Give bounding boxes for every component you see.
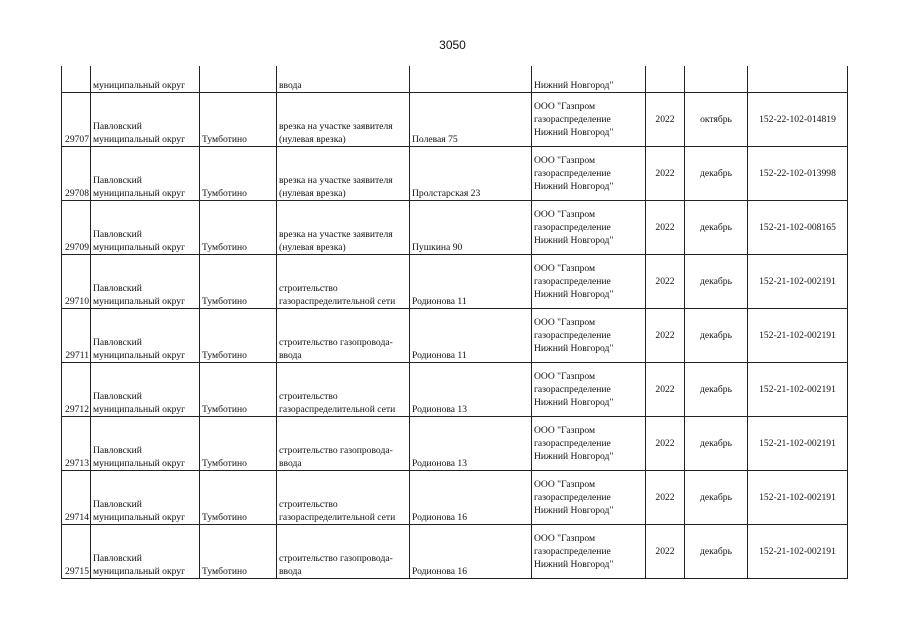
cell-district: [91, 417, 200, 471]
org-line: газораспределение: [534, 330, 611, 341]
org-line: газораспределение: [534, 168, 611, 179]
district-line: Павловский: [93, 121, 142, 132]
cell-year: 2022: [646, 201, 685, 255]
cell-code: 152-22-102-013998: [748, 147, 848, 201]
district-line: Павловский: [93, 337, 142, 348]
district-line: муниципальный округ: [93, 242, 186, 253]
work-line: строительство: [279, 499, 338, 510]
district-text: муниципальный округ: [93, 80, 186, 91]
work-line: газораспределительной сети: [279, 404, 396, 415]
org-line: ООО "Газпром: [534, 479, 596, 490]
cell-district: [91, 147, 200, 201]
org-line: Нижний Новгород": [534, 127, 614, 138]
org-line: Нижний Новгород": [534, 343, 614, 354]
table-row: [62, 309, 848, 363]
cell-address: Родионова 11: [410, 309, 532, 363]
table-row: [62, 525, 848, 579]
cell-code: 152-22-102-014819: [748, 93, 848, 147]
cell-org: [532, 201, 646, 255]
cell-locality: Тумботино: [200, 255, 277, 309]
org-line: Нижний Новгород": [534, 559, 614, 570]
cell-month: [685, 66, 748, 93]
cell-address: Пушкина 90: [410, 201, 532, 255]
cell-num: 29715: [62, 525, 91, 579]
cell-district: [91, 201, 200, 255]
cell-org: [532, 255, 646, 309]
cell-work: [277, 66, 410, 93]
district-line: муниципальный округ: [93, 188, 186, 199]
table-row: [62, 93, 848, 147]
cell-locality: Тумботино: [200, 93, 277, 147]
org-line: газораспределение: [534, 222, 611, 233]
cell-num: 29708: [62, 147, 91, 201]
org-line: газораспределение: [534, 276, 611, 287]
org-line: Нижний Новгород": [534, 235, 614, 246]
district-line: муниципальный округ: [93, 296, 186, 307]
district-line: муниципальный округ: [93, 512, 186, 523]
work-line: врезка на участке заявителя: [279, 175, 393, 186]
org-line: Нижний Новгород": [534, 289, 614, 300]
cell-work: [277, 147, 410, 201]
cell-org: [532, 93, 646, 147]
cell-address: [410, 66, 532, 93]
cell-year: 2022: [646, 471, 685, 525]
cell-code: [748, 66, 848, 93]
cell-month: декабрь: [685, 525, 748, 579]
cell-year: 2022: [646, 363, 685, 417]
cell-num: 29707: [62, 93, 91, 147]
cell-org: [532, 417, 646, 471]
cell-district: [91, 66, 200, 93]
cell-month: декабрь: [685, 471, 748, 525]
org-line: ООО "Газпром: [534, 425, 596, 436]
org-line: Нижний Новгород": [534, 451, 614, 462]
cell-month: декабрь: [685, 363, 748, 417]
cell-address: Пролстарская 23: [410, 147, 532, 201]
work-line: строительство газопровода-: [279, 337, 393, 348]
district-line: Павловский: [93, 283, 142, 294]
district-line: муниципальный округ: [93, 134, 186, 145]
district-line: муниципальный округ: [93, 566, 186, 577]
org-line: ООО "Газпром: [534, 263, 596, 274]
cell-month: октябрь: [685, 93, 748, 147]
org-line: ООО "Газпром: [534, 209, 596, 220]
cell-month: декабрь: [685, 255, 748, 309]
org-line: газораспределение: [534, 114, 611, 125]
cell-district: [91, 309, 200, 363]
cell-district: [91, 525, 200, 579]
work-line: (нулевая врезка): [279, 242, 346, 253]
cell-locality: Тумботино: [200, 309, 277, 363]
cell-num: [62, 66, 91, 93]
work-text: ввода: [279, 80, 302, 91]
cell-code: 152-21-102-008165: [748, 201, 848, 255]
cell-num: 29714: [62, 471, 91, 525]
cell-work: [277, 201, 410, 255]
cell-district: [91, 93, 200, 147]
table-row: [62, 363, 848, 417]
cell-address: Родионова 13: [410, 363, 532, 417]
work-line: врезка на участке заявителя: [279, 229, 393, 240]
org-line: ООО "Газпром: [534, 371, 596, 382]
cell-address: Родионова 13: [410, 417, 532, 471]
cell-code: 152-21-102-002191: [748, 255, 848, 309]
work-line: строительство газопровода-: [279, 445, 393, 456]
table-row: [62, 417, 848, 471]
org-line: газораспределение: [534, 438, 611, 449]
cell-code: 152-21-102-002191: [748, 309, 848, 363]
work-line: ввода: [279, 458, 302, 469]
cell-address: Родионова 16: [410, 471, 532, 525]
cell-address: Родионова 11: [410, 255, 532, 309]
cell-locality: Тумботино: [200, 363, 277, 417]
cell-org: [532, 147, 646, 201]
work-line: (нулевая врезка): [279, 188, 346, 199]
cell-year: 2022: [646, 417, 685, 471]
org-text: Нижний Новгород": [534, 80, 614, 91]
table-row-continued: [62, 66, 848, 93]
cell-year: 2022: [646, 93, 685, 147]
work-line: врезка на участке заявителя: [279, 121, 393, 132]
org-line: ООО "Газпром: [534, 533, 596, 544]
district-line: Павловский: [93, 553, 142, 564]
cell-work: [277, 417, 410, 471]
cell-locality: Тумботино: [200, 471, 277, 525]
cell-year: 2022: [646, 309, 685, 363]
district-line: Павловский: [93, 175, 142, 186]
cell-district: [91, 471, 200, 525]
cell-num: 29711: [62, 309, 91, 363]
cell-month: декабрь: [685, 417, 748, 471]
org-line: ООО "Газпром: [534, 317, 596, 328]
district-line: Павловский: [93, 229, 142, 240]
cell-locality: [200, 66, 277, 93]
cell-address: Родионова 16: [410, 525, 532, 579]
cell-month: декабрь: [685, 309, 748, 363]
cell-locality: Тумботино: [200, 147, 277, 201]
cell-num: 29712: [62, 363, 91, 417]
district-line: Павловский: [93, 391, 142, 402]
org-line: Нижний Новгород": [534, 181, 614, 192]
table-row: [62, 201, 848, 255]
org-line: газораспределение: [534, 384, 611, 395]
org-line: Нижний Новгород": [534, 505, 614, 516]
cell-month: декабрь: [685, 201, 748, 255]
table-row: [62, 471, 848, 525]
cell-year: 2022: [646, 525, 685, 579]
cell-address: Полевая 75: [410, 93, 532, 147]
district-line: Павловский: [93, 445, 142, 456]
cell-locality: Тумботино: [200, 525, 277, 579]
table-row: [62, 255, 848, 309]
cell-org: [532, 66, 646, 93]
cell-year: [646, 66, 685, 93]
cell-num: 29710: [62, 255, 91, 309]
cell-work: [277, 93, 410, 147]
work-line: строительство: [279, 391, 338, 402]
cell-work: [277, 363, 410, 417]
cell-num: 29713: [62, 417, 91, 471]
org-line: ООО "Газпром: [534, 155, 596, 166]
work-line: ввода: [279, 566, 302, 577]
cell-work: [277, 525, 410, 579]
cell-code: 152-21-102-002191: [748, 363, 848, 417]
cell-code: 152-21-102-002191: [748, 471, 848, 525]
cell-org: [532, 309, 646, 363]
work-line: газораспределительной сети: [279, 512, 396, 523]
cell-locality: Тумботино: [200, 417, 277, 471]
cell-org: [532, 363, 646, 417]
gasification-table: [61, 66, 848, 579]
cell-work: [277, 309, 410, 363]
cell-org: [532, 471, 646, 525]
work-line: газораспределительной сети: [279, 296, 396, 307]
cell-code: 152-21-102-002191: [748, 525, 848, 579]
district-line: муниципальный округ: [93, 350, 186, 361]
district-line: Павловский: [93, 499, 142, 510]
cell-locality: Тумботино: [200, 201, 277, 255]
org-line: газораспределение: [534, 546, 611, 557]
cell-month: декабрь: [685, 147, 748, 201]
district-line: муниципальный округ: [93, 404, 186, 415]
org-line: газораспределение: [534, 492, 611, 503]
cell-org: [532, 525, 646, 579]
cell-district: [91, 363, 200, 417]
cell-num: 29709: [62, 201, 91, 255]
cell-work: [277, 471, 410, 525]
work-line: (нулевая врезка): [279, 134, 346, 145]
work-line: строительство: [279, 283, 338, 294]
org-line: ООО "Газпром: [534, 101, 596, 112]
cell-year: 2022: [646, 255, 685, 309]
page-number: 3050: [439, 38, 466, 52]
table-row: [62, 147, 848, 201]
cell-district: [91, 255, 200, 309]
district-line: муниципальный округ: [93, 458, 186, 469]
work-line: ввода: [279, 350, 302, 361]
cell-work: [277, 255, 410, 309]
org-line: Нижний Новгород": [534, 397, 614, 408]
cell-code: 152-21-102-002191: [748, 417, 848, 471]
work-line: строительство газопровода-: [279, 553, 393, 564]
table-body: [62, 66, 848, 579]
cell-year: 2022: [646, 147, 685, 201]
